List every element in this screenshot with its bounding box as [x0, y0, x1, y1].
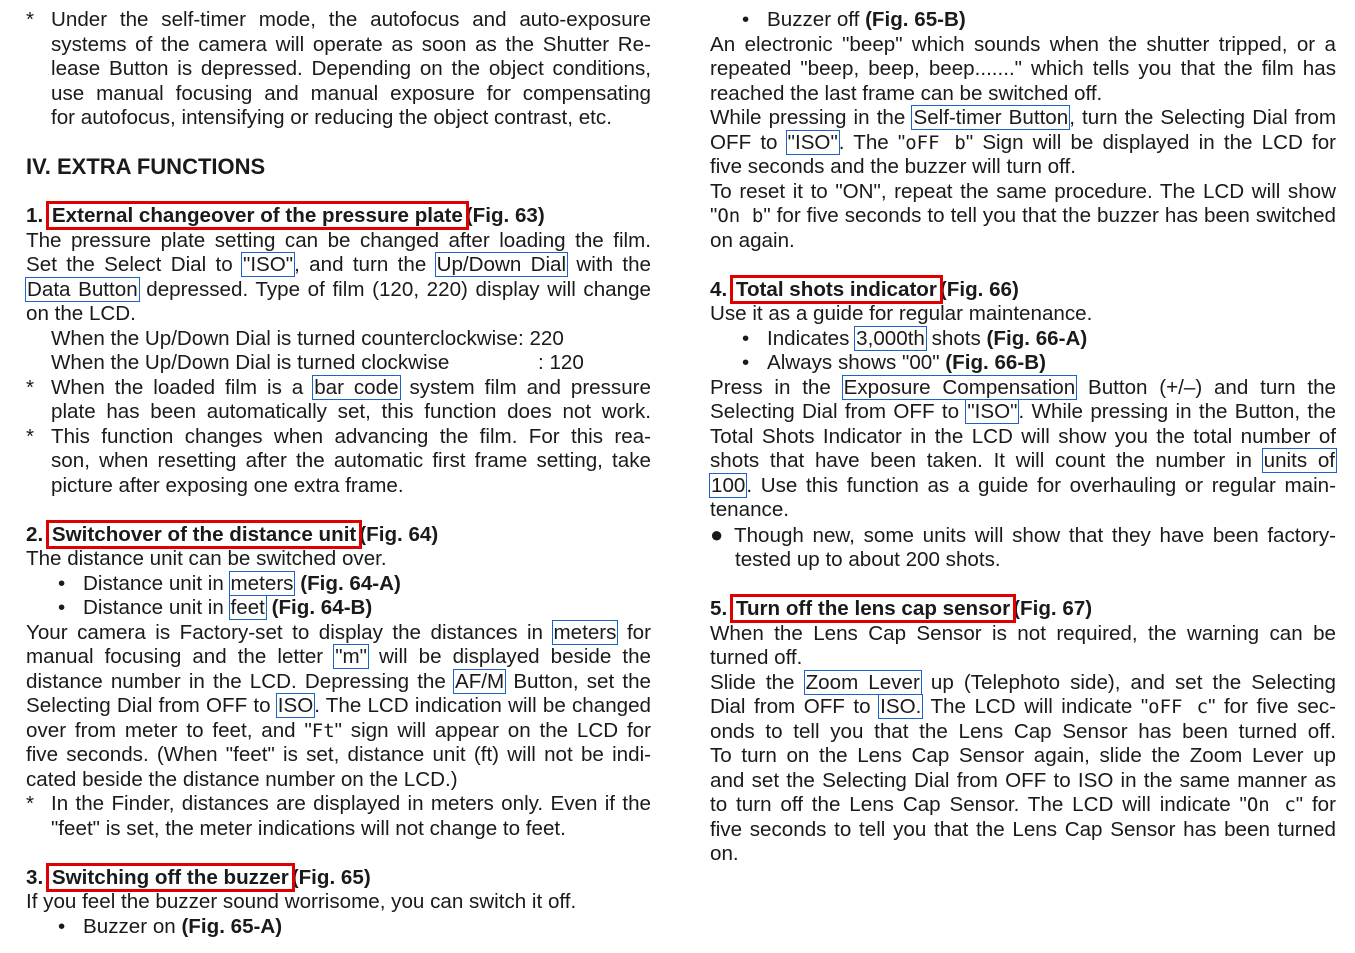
- text-line: tested up to about 200 shots.: [735, 548, 1001, 571]
- bullet-item: • Buzzer off (Fig. 65-B): [742, 8, 966, 31]
- note-line: * In the Finder, distances are displayed in meters only. Even if the: [26, 792, 651, 815]
- hundred-term: 100: [711, 473, 746, 497]
- iso-term: ISO: [277, 694, 314, 717]
- text-line: Dial from OFF to ISO. The LCD will indicate "oFF c" for five sec-: [710, 695, 1336, 718]
- text-line: and set the Selecting Dial from OFF to ISO in the same manner as: [710, 768, 1336, 792]
- section-2-title: Switchover of the distance unit: [49, 523, 359, 546]
- left-column: [26, 8, 651, 939]
- section-3-heading: 3. Switching off the buzzer (Fig. 65): [26, 865, 371, 889]
- exposure-compensation-term: Exposure Compensation: [843, 375, 1076, 399]
- meters-term: meters: [553, 620, 617, 644]
- text-line: turned off.: [710, 646, 803, 669]
- text-line: repeated "beep, beep, beep......." which tells you that the film has: [710, 57, 1336, 80]
- text-line: Selecting Dial from OFF to "ISO". While pressing in the Button, the: [710, 400, 1337, 423]
- note-line: plate has been automatically set, this function does not work.: [51, 400, 651, 423]
- self-timer-button-term: Self-timer Button: [913, 106, 1069, 129]
- data-button-term: Data Button: [27, 277, 138, 301]
- text-line: Data Button depressed. Type of film (120, 220) display will change: [27, 277, 651, 301]
- text-line: over from meter to feet, and "Ft" sign will appear on the LCD for: [26, 718, 651, 742]
- text-line: Selecting Dial from OFF to ISO. The LCD indication will be changed: [26, 694, 652, 717]
- note-line: * When the loaded film is a bar code system film and pressure: [26, 375, 651, 399]
- lcd-on-c-glyph: On c: [1246, 794, 1296, 816]
- meters-term: meters: [230, 571, 294, 595]
- intro-note-line: for autofocus, intensifying or reducing the object contrast, etc.: [51, 106, 612, 129]
- lcd-ft-glyph: Ft: [311, 719, 335, 742]
- iso-term: "ISO": [243, 253, 294, 276]
- text-line: When the Lens Cap Sensor is not required, the warning can be: [710, 621, 1336, 645]
- bullet-item: • Distance unit in feet (Fig. 64-B): [58, 596, 373, 619]
- note-line: son, when resetting after the automatic first frame setting, take: [51, 449, 651, 472]
- text-line: Your camera is Factory-set to display the distances in meters for: [26, 620, 651, 644]
- iso-term: ISO.: [880, 695, 922, 718]
- units-of-term: units of: [1263, 449, 1335, 472]
- up-down-dial-term: Up/Down Dial: [436, 253, 567, 276]
- text-line: When the Up/Down Dial is turned clockwise : 120: [51, 351, 584, 374]
- text-line: on.: [710, 842, 739, 865]
- iso-term: "ISO": [787, 130, 838, 154]
- section-1-title: External changeover of the pressure plate: [49, 204, 466, 227]
- section-4-heading: 4. Total shots indicator (Fig. 66): [710, 277, 1019, 301]
- text-line: Press in the Exposure Compensation Button (+/–) and turn the: [710, 375, 1336, 399]
- text-line: To turn on the Lens Cap Sensor again, slide the Zoom Lever up: [710, 744, 1336, 767]
- text-line: Set the Select Dial to "ISO", and turn the Up/Down Dial with the: [26, 253, 651, 276]
- text-line: reached the last frame can be switched off.: [710, 81, 1103, 105]
- text-line: Total Shots Indicator in the LCD will show you the total number of: [710, 424, 1336, 448]
- shots-3000-term: 3,000th: [856, 326, 925, 350]
- bullet-item: • Indicates 3,000th shots (Fig. 66-A): [742, 326, 1088, 350]
- text-line: Slide the Zoom Lever up (Telephoto side), and set the Selecting: [710, 670, 1336, 694]
- section-5-heading: 5. Turn off the lens cap sensor (Fig. 67): [710, 597, 1093, 620]
- section-2-heading: 2. Switchover of the distance unit (Fig. 64): [26, 522, 439, 546]
- intro-note-line: use manual focusing and manual exposure for compensating: [51, 81, 651, 105]
- bullet-item: • Distance unit in meters (Fig. 64-A): [58, 571, 401, 595]
- chapter-heading: IV. EXTRA FUNCTIONS: [26, 154, 266, 179]
- text-line: on again.: [710, 228, 795, 252]
- note-line: picture after exposing one extra frame.: [51, 473, 404, 497]
- text-line: When the Up/Down Dial is turned counterclockwise: 220: [51, 326, 564, 350]
- note-line: "feet" is set, the meter indications will not change to feet.: [51, 816, 566, 840]
- text-line: distance number in the LCD. Depressing the AF/M Button, set the: [26, 669, 651, 693]
- lcd-off-c-glyph: oFF c: [1148, 696, 1209, 718]
- text-line: An electronic "beep" which sounds when the shutter tripped, or a: [710, 32, 1336, 56]
- text-line: tenance.: [710, 498, 790, 521]
- text-line: onds to tell you that the Lens Cap Sensor has been turned off.: [710, 719, 1336, 743]
- text-line: "On b" for five seconds to tell you that the buzzer has been switched: [710, 204, 1336, 227]
- iso-term: "ISO": [967, 400, 1018, 423]
- text-line: five seconds to tell you that the Lens Cap Sensor has been turned: [710, 817, 1336, 841]
- section-3-title: Switching off the buzzer: [49, 866, 292, 889]
- text-line: The distance unit can be switched over.: [26, 547, 387, 570]
- section-5-title: Turn off the lens cap sensor: [733, 597, 1013, 620]
- text-line: While pressing in the Self-timer Button, turn the Selecting Dial from: [710, 106, 1336, 129]
- zoom-lever-term: Zoom Lever: [805, 670, 920, 694]
- text-line: five seconds. (When "feet" is set, distance unit (ft) will not be indi-: [26, 743, 651, 766]
- bullet-item: • Buzzer on (Fig. 65-A): [58, 914, 283, 938]
- section-4-title: Total shots indicator: [733, 278, 940, 301]
- text-line: The pressure plate setting can be changed after loading the film.: [26, 228, 651, 252]
- intro-note-line: lease Button is depressed. Depending on the object conditions,: [51, 57, 651, 80]
- note-line: * This function changes when advancing the film. For this rea-: [26, 424, 651, 448]
- text-line: to turn off the Lens Cap Sensor. The LCD will indicate "On c" for: [710, 793, 1336, 816]
- text-line: cated beside the distance number on the LCD.): [26, 767, 458, 791]
- bullet-item: • Always shows "00" (Fig. 66-B): [742, 351, 1046, 374]
- bar-code-term: bar code: [314, 375, 399, 399]
- right-column: [710, 8, 1336, 867]
- letter-m-term: "m": [335, 645, 367, 668]
- section-1-heading: 1. External changeover of the pressure plate (Fig. 63): [26, 204, 545, 227]
- text-line: If you feel the buzzer sound worrisome, you can switch it off.: [26, 890, 577, 913]
- text-line: To reset it to "ON", repeat the same procedure. The LCD will show: [710, 179, 1336, 203]
- text-line: 100. Use this function as a guide for overhauling or regular main-: [711, 473, 1336, 497]
- text-line: on the LCD.: [26, 302, 136, 325]
- af-m-term: AF/M: [454, 669, 505, 693]
- feet-term: feet: [230, 596, 265, 619]
- lcd-off-b-glyph: oFF b: [905, 131, 966, 154]
- text-line: five seconds and the buzzer will turn off.: [710, 155, 1076, 178]
- text-line: Use it as a guide for regular maintenance.: [710, 302, 1093, 325]
- text-line: OFF to "ISO". The "oFF b" Sign will be displayed in the LCD for: [710, 130, 1337, 154]
- text-line: shots that have been taken. It will count the number in units of: [710, 449, 1335, 472]
- text-line: manual focusing and the letter "m" will be displayed beside the: [26, 645, 651, 668]
- intro-note-line: systems of the camera will operate as soon as the Shutter Re-: [51, 32, 651, 56]
- intro-note-line: *Under the self-timer mode, the autofocus and auto-exposure: [26, 8, 651, 31]
- bullet-item: ● Though new, some units will show that they have been factory-: [710, 521, 1336, 547]
- lcd-on-b-glyph: On b: [717, 205, 764, 227]
